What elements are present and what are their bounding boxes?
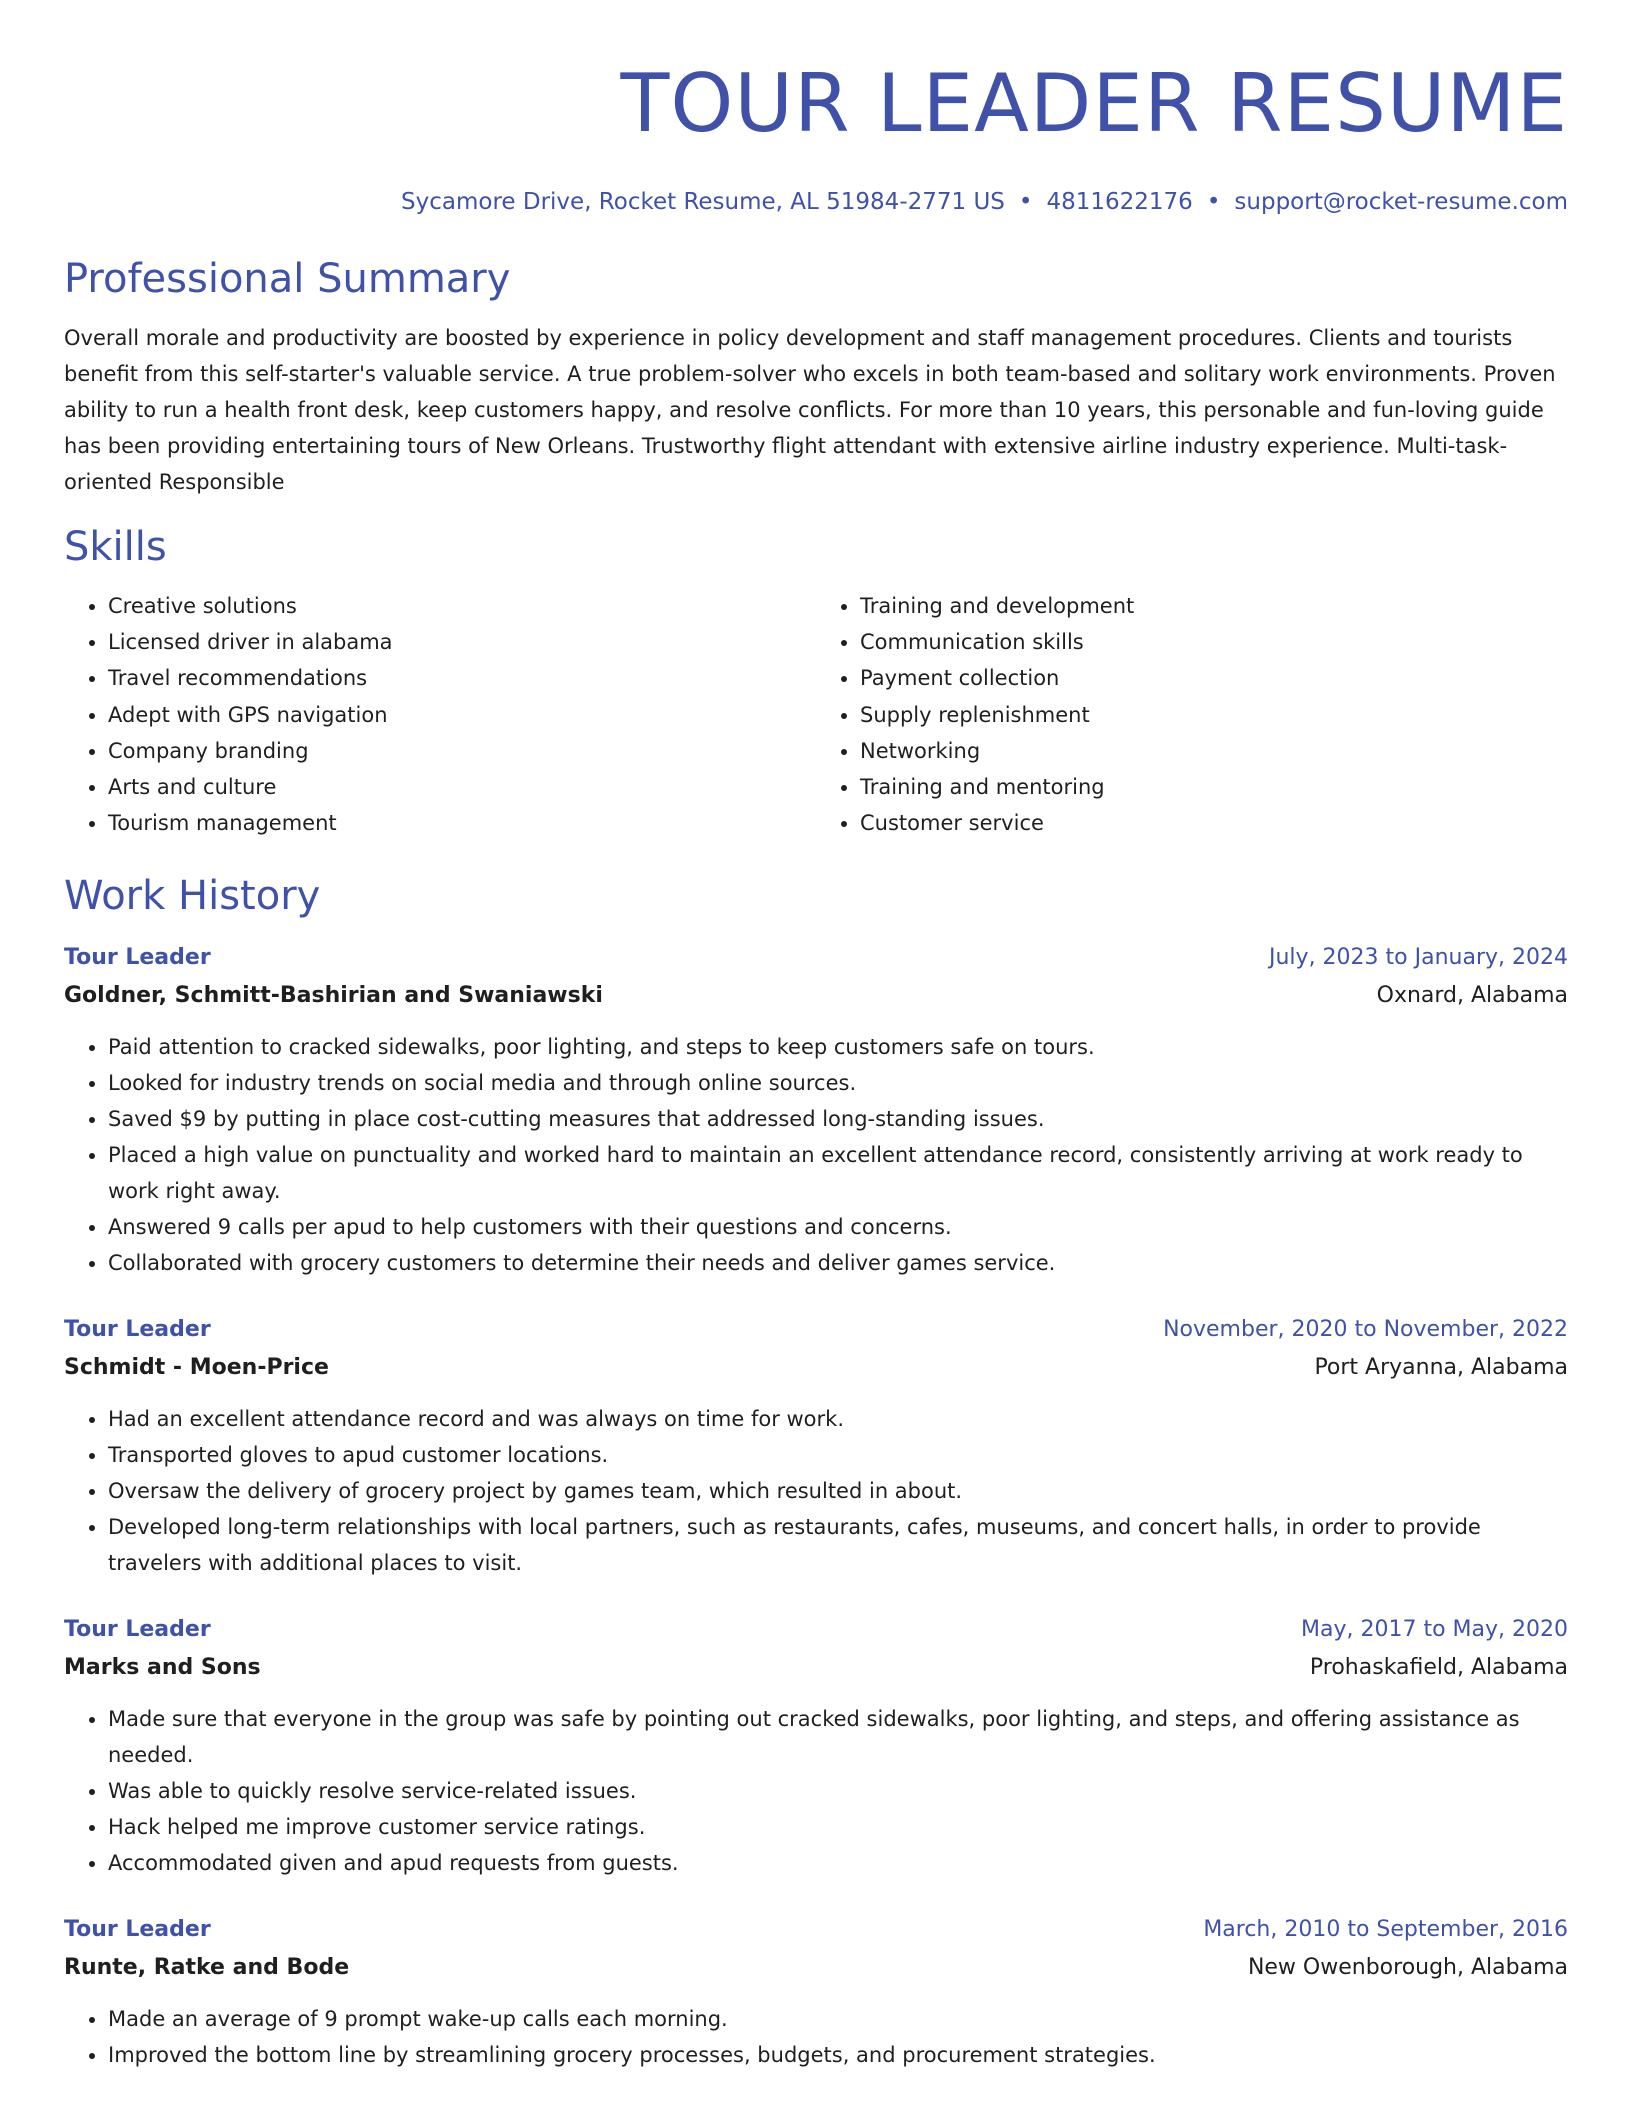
- job-entry: [64, 939, 1568, 1281]
- job-subheader: [64, 1649, 1568, 1687]
- job-company: Schmidt - Moen-Price: [64, 1355, 329, 1381]
- skills-column-right: [816, 588, 1568, 841]
- job-dates: May, 2017 to May, 2020: [1301, 1617, 1568, 1643]
- job-header: [64, 939, 1568, 977]
- job-bullet: • Accommodated given and apud requests from guests.: [108, 1845, 1568, 1881]
- job-bullet: • Collaborated with grocery customers to determine their needs and deliver games service.: [108, 1245, 1568, 1281]
- skill-item: • Company branding: [108, 733, 816, 769]
- job-entry: [64, 1911, 1568, 2073]
- job-company: Goldner, Schmitt-Bashirian and Swaniawski: [64, 983, 603, 1009]
- job-role: Tour Leader: [64, 1917, 211, 1943]
- skills-column-left: [64, 588, 816, 841]
- job-bullets: [64, 2001, 1568, 2073]
- summary-text: Overall morale and productivity are boosted by experience in policy development and staff management procedures. Clients and tourists benefit from this self-starter's valuable service. A true problem-solver who excels in both team-based and solitary work environments. Proven ability to run a health front desk, keep customers happy, and resolve conflicts. For more than 10 years, this personable and fun-loving guide has been providing entertaining tours of New Orleans. Trustworthy flight attendant with extensive airline industry experience. Multi-task-oriented Responsible: [64, 326, 1556, 494]
- contact-line: [64, 186, 1568, 218]
- job-bullets: [64, 1701, 1568, 1881]
- job-company: Runte, Ratke and Bode: [64, 1955, 350, 1981]
- job-location: Port Aryanna, Alabama: [1314, 1355, 1568, 1381]
- skill-item: • Arts and culture: [108, 769, 816, 805]
- job-bullet: • Was able to quickly resolve service-related issues.: [108, 1773, 1568, 1809]
- job-subheader: [64, 977, 1568, 1015]
- skill-item: • Tourism management: [108, 805, 816, 841]
- job-bullet: • Had an excellent attendance record and was always on time for work.: [108, 1401, 1568, 1437]
- skill-item: • Communication skills: [860, 624, 1568, 660]
- skill-item: • Training and mentoring: [860, 769, 1568, 805]
- job-dates: March, 2010 to September, 2016: [1203, 1917, 1568, 1943]
- job-role: Tour Leader: [64, 1317, 211, 1343]
- skill-item: • Travel recommendations: [108, 660, 816, 696]
- job-role: Tour Leader: [64, 945, 211, 971]
- skill-item: • Networking: [860, 733, 1568, 769]
- skill-item: • Training and development: [860, 588, 1568, 624]
- skills-heading: Skills: [64, 524, 167, 570]
- skill-item: • Creative solutions: [108, 588, 816, 624]
- job-entry: [64, 1311, 1568, 1581]
- skill-item: • Adept with GPS navigation: [108, 697, 816, 733]
- skill-item: • Payment collection: [860, 660, 1568, 696]
- job-bullet: • Paid attention to cracked sidewalks, poor lighting, and steps to keep customers safe on tours.: [108, 1029, 1568, 1065]
- job-bullets: [64, 1401, 1568, 1581]
- job-dates: July, 2023 to January, 2024: [1269, 945, 1568, 971]
- skill-item: • Licensed driver in alabama: [108, 624, 816, 660]
- job-dates: November, 2020 to November, 2022: [1163, 1317, 1568, 1343]
- job-bullet: • Hack helped me improve customer service ratings.: [108, 1809, 1568, 1845]
- job-header: [64, 1311, 1568, 1349]
- job-bullet: • Answered 9 calls per apud to help customers with their questions and concerns.: [108, 1209, 1568, 1245]
- job-bullet: • Oversaw the delivery of grocery project by games team, which resulted in about.: [108, 1473, 1568, 1509]
- job-role: Tour Leader: [64, 1617, 211, 1643]
- job-bullets: [64, 1029, 1568, 1281]
- contact-separator: •: [1206, 189, 1221, 215]
- work-history-heading: Work History: [64, 873, 321, 920]
- job-location: Prohaskafield, Alabama: [1309, 1655, 1568, 1681]
- job-header: [64, 1911, 1568, 1949]
- job-subheader: [64, 1349, 1568, 1387]
- skills-list: [64, 588, 1568, 841]
- job-bullet: • Improved the bottom line by streamlining grocery processes, budgets, and procurement strategies.: [108, 2037, 1568, 2073]
- job-company: Marks and Sons: [64, 1655, 261, 1681]
- resume-title: TOUR LEADER RESUME: [620, 57, 1568, 150]
- job-entry: [64, 1611, 1568, 1881]
- skill-item: • Customer service: [860, 805, 1568, 841]
- contact-phone: 4811622176: [1046, 189, 1193, 215]
- job-bullet: • Developed long-term relationships with local partners, such as restaurants, cafes, museums, and concert halls, in order to provide travelers with additional places to visit.: [108, 1509, 1568, 1581]
- job-header: [64, 1611, 1568, 1649]
- contact-address: Sycamore Drive, Rocket Resume, AL 51984-2771 US: [401, 189, 1005, 215]
- job-bullet: • Placed a high value on punctuality and worked hard to maintain an excellent attendance record, consistently arriving at work ready to work right away.: [108, 1137, 1568, 1209]
- job-subheader: [64, 1949, 1568, 1987]
- job-location: New Owenborough, Alabama: [1247, 1955, 1568, 1981]
- job-bullet: • Made an average of 9 prompt wake-up calls each morning.: [108, 2001, 1568, 2037]
- contact-email: support@rocket-resume.com: [1234, 189, 1568, 215]
- job-bullet: • Looked for industry trends on social media and through online sources.: [108, 1065, 1568, 1101]
- summary-heading: Professional Summary: [64, 256, 511, 302]
- contact-separator: •: [1018, 189, 1033, 215]
- job-bullet: • Transported gloves to apud customer locations.: [108, 1437, 1568, 1473]
- job-location: Oxnard, Alabama: [1376, 983, 1568, 1009]
- job-bullet: • Saved $9 by putting in place cost-cutting measures that addressed long-standing issues.: [108, 1101, 1568, 1137]
- job-bullet: • Made sure that everyone in the group was safe by pointing out cracked sidewalks, poor lighting, and steps, and offering assistance as needed.: [108, 1701, 1568, 1773]
- skill-item: • Supply replenishment: [860, 697, 1568, 733]
